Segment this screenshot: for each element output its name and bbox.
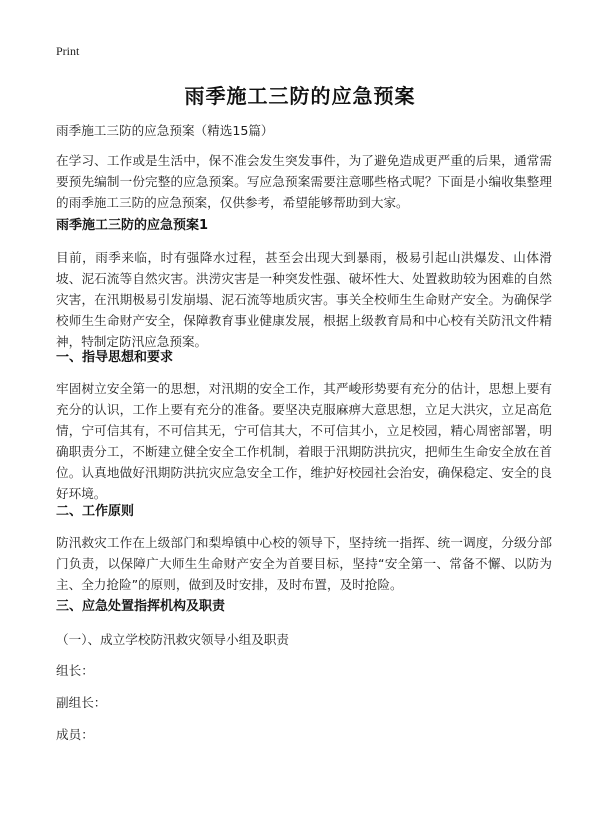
- subsection-leadership-group: （一）、成立学校防汛救灾领导小组及职责: [56, 632, 289, 647]
- deputy-leader-label: 副组长：: [56, 695, 107, 710]
- print-link[interactable]: Print: [56, 44, 80, 58]
- members-label: 成员：: [56, 727, 94, 742]
- leader-label: 组长：: [56, 663, 94, 678]
- section-1-body: 目前，雨季来临，时有强降水过程，甚至会出现大到暴雨，极易引起山洪爆发、山体滑坡、泥石流等自然灾害。洪涝灾害是一种突发性强、破坏性大、处置救助较为困难的自然灾害，在汛期极易引发崩塌、泥石流等地质灾害。事关全校师生生命财产安全。为确保学校师生生命财产安全，保障教育事业健康发展，根据上级教育局和中心校有关防汛文件精神，特制定防汛应急预案。: [56, 250, 552, 349]
- section-1-title: 雨季施工三防的应急预案1: [56, 218, 209, 233]
- intro-paragraph: 在学习、工作或是生活中，保不准会发生突发事件，为了避免造成更严重的后果，通常需要预先编制一份完整的应急预案。写应急预案需要注意哪些格式呢？下面是小编收集整理的雨季施工三防的应急预案，仅供参考，希望能够帮助到大家。: [56, 153, 552, 210]
- heading-guiding-principles: 一、指导思想和要求: [56, 350, 174, 365]
- paragraph-guiding-principles: 牢固树立安全第一的思想，对汛期的安全工作，其严峻形势要有充分的估计，思想上要有充分的认识，工作上要有充分的准备。要坚决克服麻痹大意思想，立足大洪灾，立足高危情，宁可信其有，不可信其无，宁可信其大，不可信其小，立足校园，精心周密部署，明确职责分工，不断建立健全安全工作机制，着眼于汛期防洪抗灾，把师生生命安全放在首位。认真地做好汛期防洪抗灾应急安全工作，维护好校园社会治安，确保稳定、安全的良好环境。: [56, 381, 552, 501]
- page-title: 雨季施工三防的应急预案: [184, 84, 416, 108]
- heading-work-principles: 二、工作原则: [56, 504, 135, 519]
- heading-command-structure: 三、应急处置指挥机构及职责: [56, 599, 226, 614]
- document-subtitle: 雨季施工三防的应急预案（精选15篇）: [56, 123, 274, 138]
- paragraph-work-principles: 防汛救灾工作在上级部门和梨埠镇中心校的领导下，坚持统一指挥、统一调度，分级分部门负责，以保障广大师生生命财产安全为首要目标，坚持“安全第一、常备不懈、以防为主、全力抢险”的原则，做到及时安排，及时布置，及时抢险。: [56, 535, 552, 592]
